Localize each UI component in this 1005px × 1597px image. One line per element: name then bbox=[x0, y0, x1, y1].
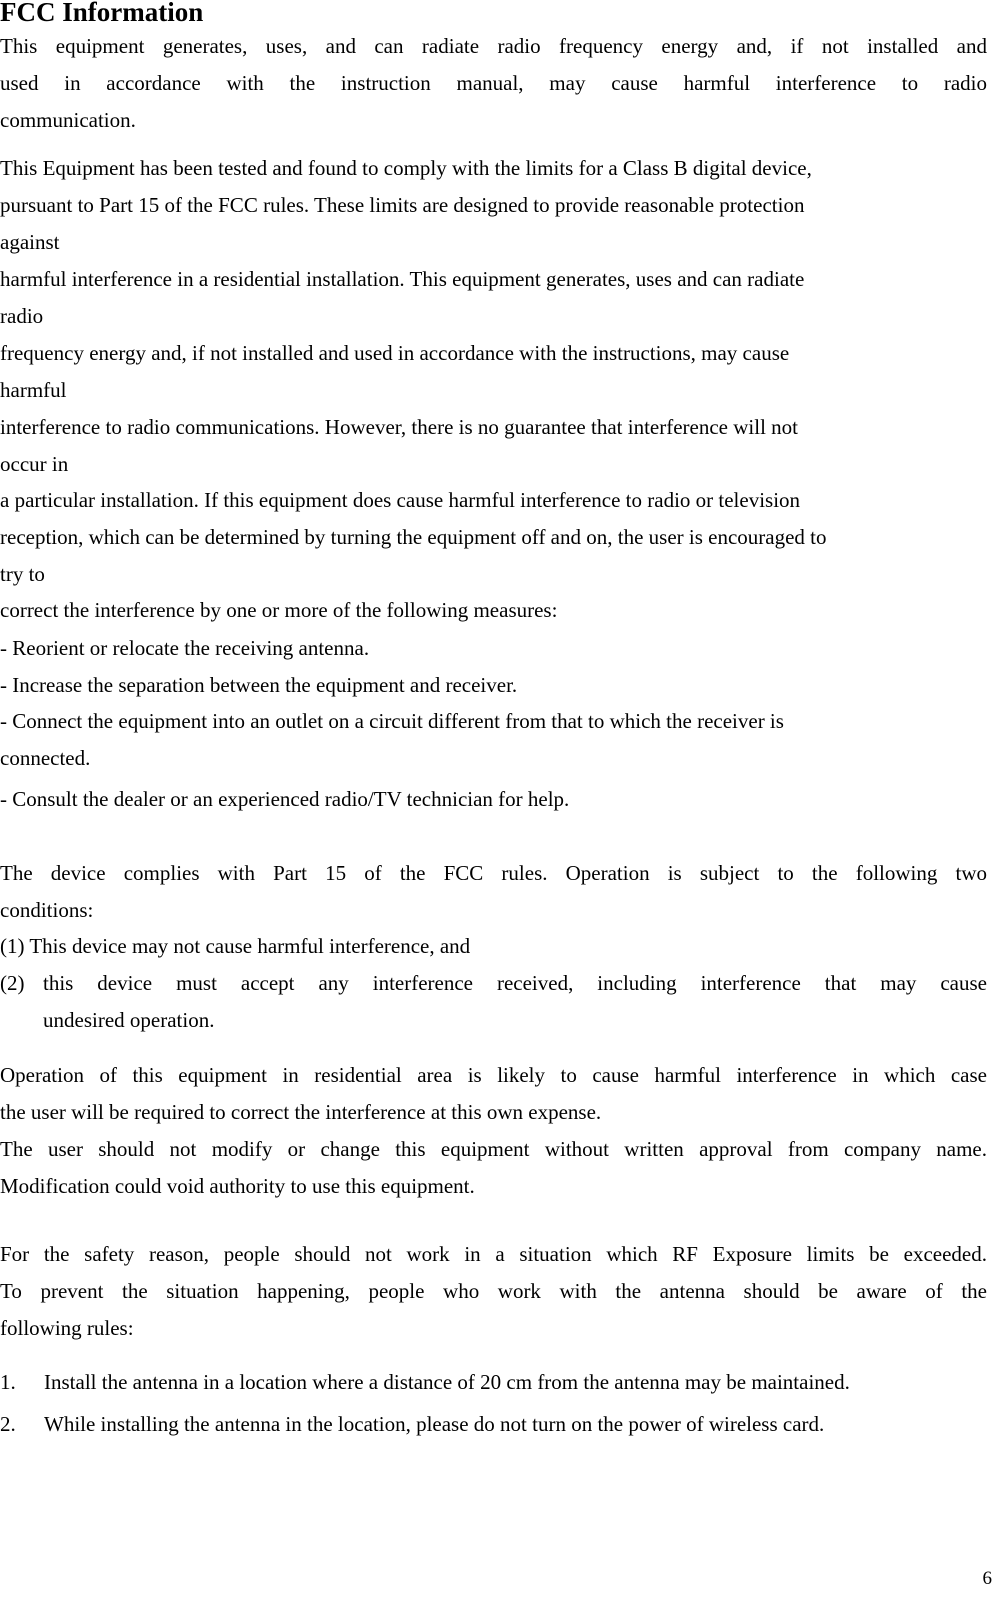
para4-line: The user should not modify or change this equipment without written approval from company name. bbox=[0, 1137, 987, 1161]
rule-text: Install the antenna in a location where a distance of 20 cm from the antenna may be maintained. bbox=[44, 1370, 850, 1394]
para2-line: This Equipment has been tested and found to comply with the limits for a Class B digital device, bbox=[0, 156, 812, 180]
para2-line: harmful interference in a residential installation. This equipment generates, uses and can radiate bbox=[0, 267, 805, 291]
condition-2-line: undesired operation. bbox=[43, 1008, 215, 1032]
para3-line: conditions: bbox=[0, 898, 94, 922]
para2-line: a particular installation. If this equipment does cause harmful interference to radio or television bbox=[0, 488, 801, 512]
page-heading: FCC Information bbox=[0, 0, 204, 27]
para2-line: connected. bbox=[0, 746, 91, 770]
para4-line: Modification could void authority to use this equipment. bbox=[0, 1174, 475, 1198]
para2-line: interference to radio communications. However, there is no guarantee that interference will not bbox=[0, 415, 798, 439]
para2-line: try to bbox=[0, 562, 45, 586]
para5-line: To prevent the situation happening, people who work with the antenna should be aware of the bbox=[0, 1279, 987, 1303]
para2-line: frequency energy and, if not installed and used in accordance with the instructions, may cause bbox=[0, 341, 790, 365]
condition-2-line: this device must accept any interference received, including interference that may cause bbox=[43, 971, 987, 995]
para4-line: the user will be required to correct the interference at this own expense. bbox=[0, 1100, 602, 1124]
para1-line: This equipment generates, uses, and can radiate radio frequency energy and, if not installed and bbox=[0, 34, 987, 58]
page-number: 6 bbox=[982, 1568, 992, 1589]
para3-line: The device complies with Part 15 of the FCC rules. Operation is subject to the following two bbox=[0, 861, 987, 885]
measure-item: - Reorient or relocate the receiving antenna. bbox=[0, 636, 370, 660]
para5-line: following rules: bbox=[0, 1316, 134, 1340]
condition-2-label: (2) bbox=[0, 971, 25, 995]
para1-line: used in accordance with the instruction manual, may cause harmful interference to radio bbox=[0, 71, 987, 95]
condition-1: (1) This device may not cause harmful interference, and bbox=[0, 934, 471, 958]
measure-item: - Increase the separation between the equipment and receiver. bbox=[0, 673, 518, 697]
para1-line: communication. bbox=[0, 108, 136, 132]
rule-text: While installing the antenna in the location, please do not turn on the power of wireless card. bbox=[44, 1412, 825, 1436]
rule-number: 1. bbox=[0, 1370, 16, 1394]
para4-line: Operation of this equipment in residential area is likely to cause harmful interference in which case bbox=[0, 1063, 987, 1087]
measure-item: - Consult the dealer or an experienced radio/TV technician for help. bbox=[0, 787, 570, 811]
para2-line: correct the interference by one or more of the following measures: bbox=[0, 598, 558, 622]
para2-line: harmful bbox=[0, 378, 67, 402]
rule-number: 2. bbox=[0, 1412, 16, 1436]
para2-line: radio bbox=[0, 304, 44, 328]
para2-line: reception, which can be determined by turning the equipment off and on, the user is encouraged to bbox=[0, 525, 827, 549]
para2-line: occur in bbox=[0, 452, 69, 476]
para2-line: against bbox=[0, 230, 60, 254]
para5-line: For the safety reason, people should not work in a situation which RF Exposure limits be exceeded. bbox=[0, 1242, 987, 1266]
measure-item: - Connect the equipment into an outlet on a circuit different from that to which the receiver is bbox=[0, 709, 784, 733]
para2-line: pursuant to Part 15 of the FCC rules. These limits are designed to provide reasonable protection bbox=[0, 193, 805, 217]
